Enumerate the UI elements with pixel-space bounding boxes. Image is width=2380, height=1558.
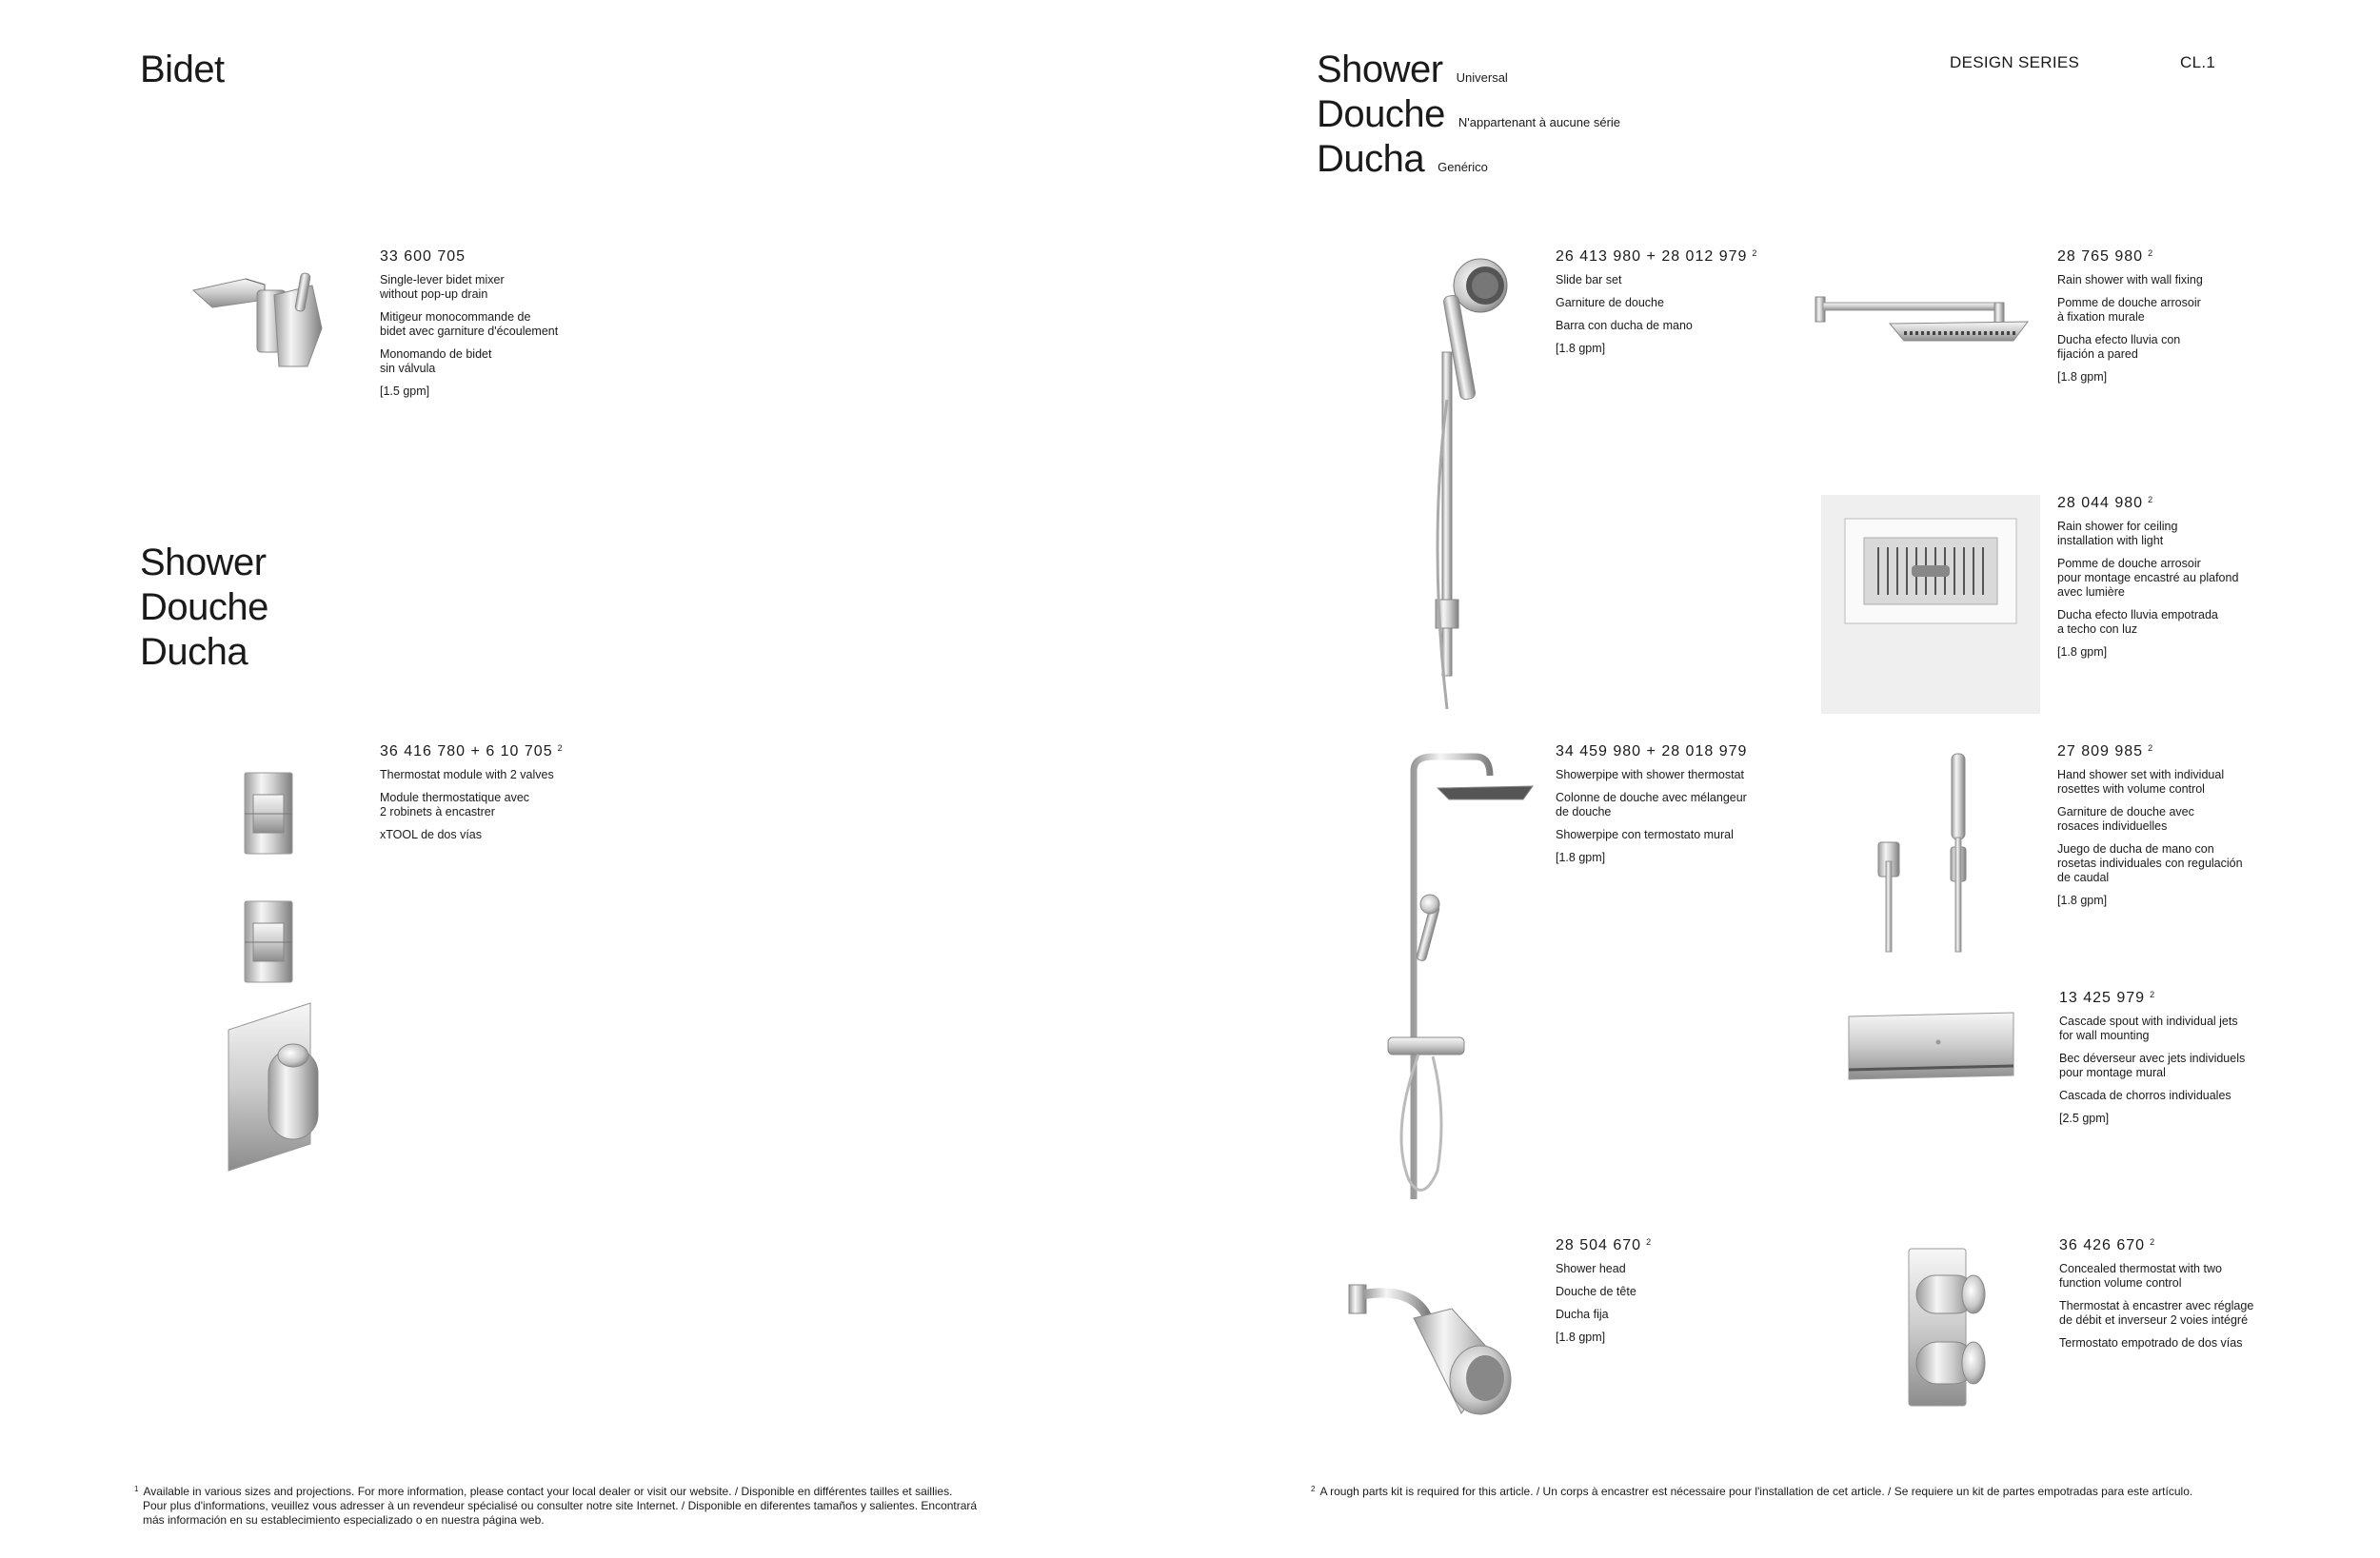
footnote-text: A rough parts kit is required for this article. / Un corps à encastrer est nécessaire pour l'installation de cet article. / Se requiere un kit de partes empotradas para este artículo. [1319,1485,2193,1498]
product-desc-es: Ducha efecto lluvia empotrada a techo con luz [2057,608,2218,636]
footnote-ref: 2 [2150,990,2156,999]
series-title: Douche [1317,93,1445,135]
footnote-mark: 2 [1311,1485,1316,1493]
rain-shower-wall-image [1814,276,2033,343]
footnote-mark: 1 [134,1485,139,1493]
footnote-left [134,1482,1181,1528]
product-code-text: 28 765 980 [2057,248,2144,265]
product-code [1556,743,1784,760]
series-subtitle: Universal [1456,70,1508,85]
product-showerpipe [1556,743,1784,874]
product-bidet-mixer [380,248,599,407]
series-title: Shower [1317,49,1443,90]
hand-shower-set-image [1871,752,2004,961]
product-code-text: 36 426 670 [2059,1237,2146,1253]
product-flow-rate: [1.5 gpm] [380,385,430,398]
shower-heading-line: Shower [140,542,267,583]
footnote-ref: 2 [2150,1237,2156,1247]
product-desc-es: xTOOL de dos vías [380,828,482,841]
series-title: Ducha [1317,138,1425,180]
bidet-heading: Bidet [140,49,225,90]
product-code-text: 34 459 980 + 28 018 979 [1556,743,1748,759]
footnote-ref: 2 [1752,248,1758,258]
product-desc-fr: Douche de tête [1556,1285,1636,1298]
product-code-text: 27 809 985 [2057,743,2144,759]
series-heading-row [1317,137,1620,182]
slide-bar-image [1409,257,1552,714]
series-code-label: CL.1 [2180,53,2216,71]
product-code-text: 28 504 670 [1556,1237,1642,1253]
product-desc-es: Ducha efecto lluvia con fijación a pared [2057,333,2181,361]
product-code [380,248,599,266]
showerpipe-image [1380,752,1552,1209]
product-rain-wall [2057,248,2276,393]
footnote-ref: 2 [2148,743,2154,753]
product-desc-fr: Garniture de douche avec rosaces individuelles [2057,805,2194,833]
product-desc-es: Cascada de chorros individuales [2059,1089,2231,1102]
footnote-text: Available in various sizes and projections. For more information, please contact your local dealer or visit our website. / Disponible en différentes tailles et saillies. [143,1485,953,1498]
product-code-text: 13 425 979 [2059,990,2146,1006]
product-desc-es: Ducha fija [1556,1308,1609,1321]
product-desc-fr: Garniture de douche [1556,296,1664,309]
ceiling-panel-graphic [1821,495,2040,714]
product-desc-en: Single-lever bidet mixer without pop-up drain [380,273,505,301]
product-code-text: 28 044 980 [2057,495,2144,511]
footnote-right [1311,1482,2368,1499]
footnote-line: Pour plus d'informations, veuillez vous adresser à un revendeur spécialisé ou consulter notre site Internet. / Disponible en diferentes tamaños y salientes. Encontrará [143,1499,978,1512]
product-desc-fr: Pomme de douche arrosoir à fixation murale [2057,296,2201,324]
product-cascade-spout [2059,990,2307,1134]
product-code [2059,990,2307,1007]
product-code [1556,1237,1775,1254]
product-desc-en: Concealed thermostat with two function volume control [2059,1262,2222,1290]
product-rain-ceiling [2057,495,2305,668]
product-code [1556,248,1775,266]
product-code [2059,1237,2307,1254]
product-code-text: 36 416 780 + 6 10 705 [380,743,553,759]
product-desc-fr: Thermostat à encastrer avec réglage de débit et inverseur 2 voies intégré [2059,1299,2254,1327]
shower-heading-line: Douche [140,586,268,628]
shower-heading [140,541,268,675]
product-code [380,743,599,760]
product-flow-rate: [1.8 gpm] [2057,645,2108,659]
product-code [2057,495,2305,512]
product-desc-es: Monomando de bidet sin válvula [380,347,492,375]
design-series-label: DESIGN SERIES [1950,53,2080,71]
product-desc-en: Showerpipe with shower thermostat [1556,768,1745,781]
product-desc-fr: Pomme de douche arrosoir pour montage encastré au plafond avec lumière [2057,557,2239,599]
series-heading-row [1317,92,1620,137]
product-shower-head [1556,1237,1775,1353]
bidet-mixer-image [188,271,379,376]
product-desc-es: Barra con ducha de mano [1556,319,1693,332]
footnote-ref: 2 [2148,495,2154,504]
product-desc-en: Cascade spout with individual jets for wall mounting [2059,1015,2238,1042]
product-desc-fr: Module thermostatique avec 2 robinets à encastrer [380,791,530,818]
product-flow-rate: [1.8 gpm] [2057,370,2108,384]
product-desc-es: Showerpipe con termostato mural [1556,828,1734,841]
product-desc-es: Termostato empotrado de dos vías [2059,1336,2243,1350]
product-desc-en: Slide bar set [1556,273,1622,286]
footnote-ref: 2 [557,743,564,753]
product-desc-fr: Bec déverseur avec jets individuels pour montage mural [2059,1052,2246,1079]
valve-trim-image [240,771,297,857]
shower-head-image [1347,1266,1518,1418]
product-desc-es: Juego de ducha de mano con rosetas individuales con regulación de caudal [2057,842,2243,884]
product-slide-bar [1556,248,1775,365]
product-code-text: 33 600 705 [380,248,466,265]
shower-heading-line: Ducha [140,631,248,673]
product-desc-fr: Mitigeur monocommande de bidet avec garniture d'écoulement [380,310,559,338]
product-desc-en: Rain shower with wall fixing [2057,273,2203,286]
product-concealed-thermostat [2059,1237,2307,1359]
product-desc-en: Shower head [1556,1262,1626,1275]
product-flow-rate: [1.8 gpm] [2057,894,2108,907]
footnote-line [134,1482,1181,1499]
thermostat-trim-image [223,1001,356,1173]
product-hand-shower-set [2057,743,2305,917]
product-desc-en: Rain shower for ceiling installation with light [2057,520,2178,547]
footnote-ref: 2 [2148,248,2154,258]
footnote-ref: 2 [1646,1237,1653,1247]
product-code [2057,248,2276,266]
footnote-line: más información en su establecimiento especializado o en nuestra página web. [143,1513,545,1527]
product-thermostat-module [380,743,599,851]
product-flow-rate: [1.8 gpm] [1556,1331,1606,1344]
series-subtitle: Genérico [1438,160,1488,174]
product-desc-en: Thermostat module with 2 valves [380,768,554,781]
series-subtitle: N'appartenant à aucune série [1458,115,1621,129]
product-desc-fr: Colonne de douche avec mélangeur de douche [1556,791,1747,818]
product-flow-rate: [1.8 gpm] [1556,851,1606,864]
cascade-spout-image [1847,1009,2018,1085]
right-series-heading [1317,48,1620,182]
product-desc-en: Hand shower set with individual rosettes with volume control [2057,768,2225,796]
product-code [2057,743,2305,760]
series-heading-row [1317,48,1620,92]
concealed-thermostat-image [1899,1247,2004,1409]
rain-shower-ceiling-image [1821,495,2040,714]
product-flow-rate: [2.5 gpm] [2059,1112,2110,1125]
product-code-text: 26 413 980 + 28 012 979 [1556,248,1748,265]
product-flow-rate: [1.8 gpm] [1556,342,1606,355]
valve-trim-image [240,899,297,985]
